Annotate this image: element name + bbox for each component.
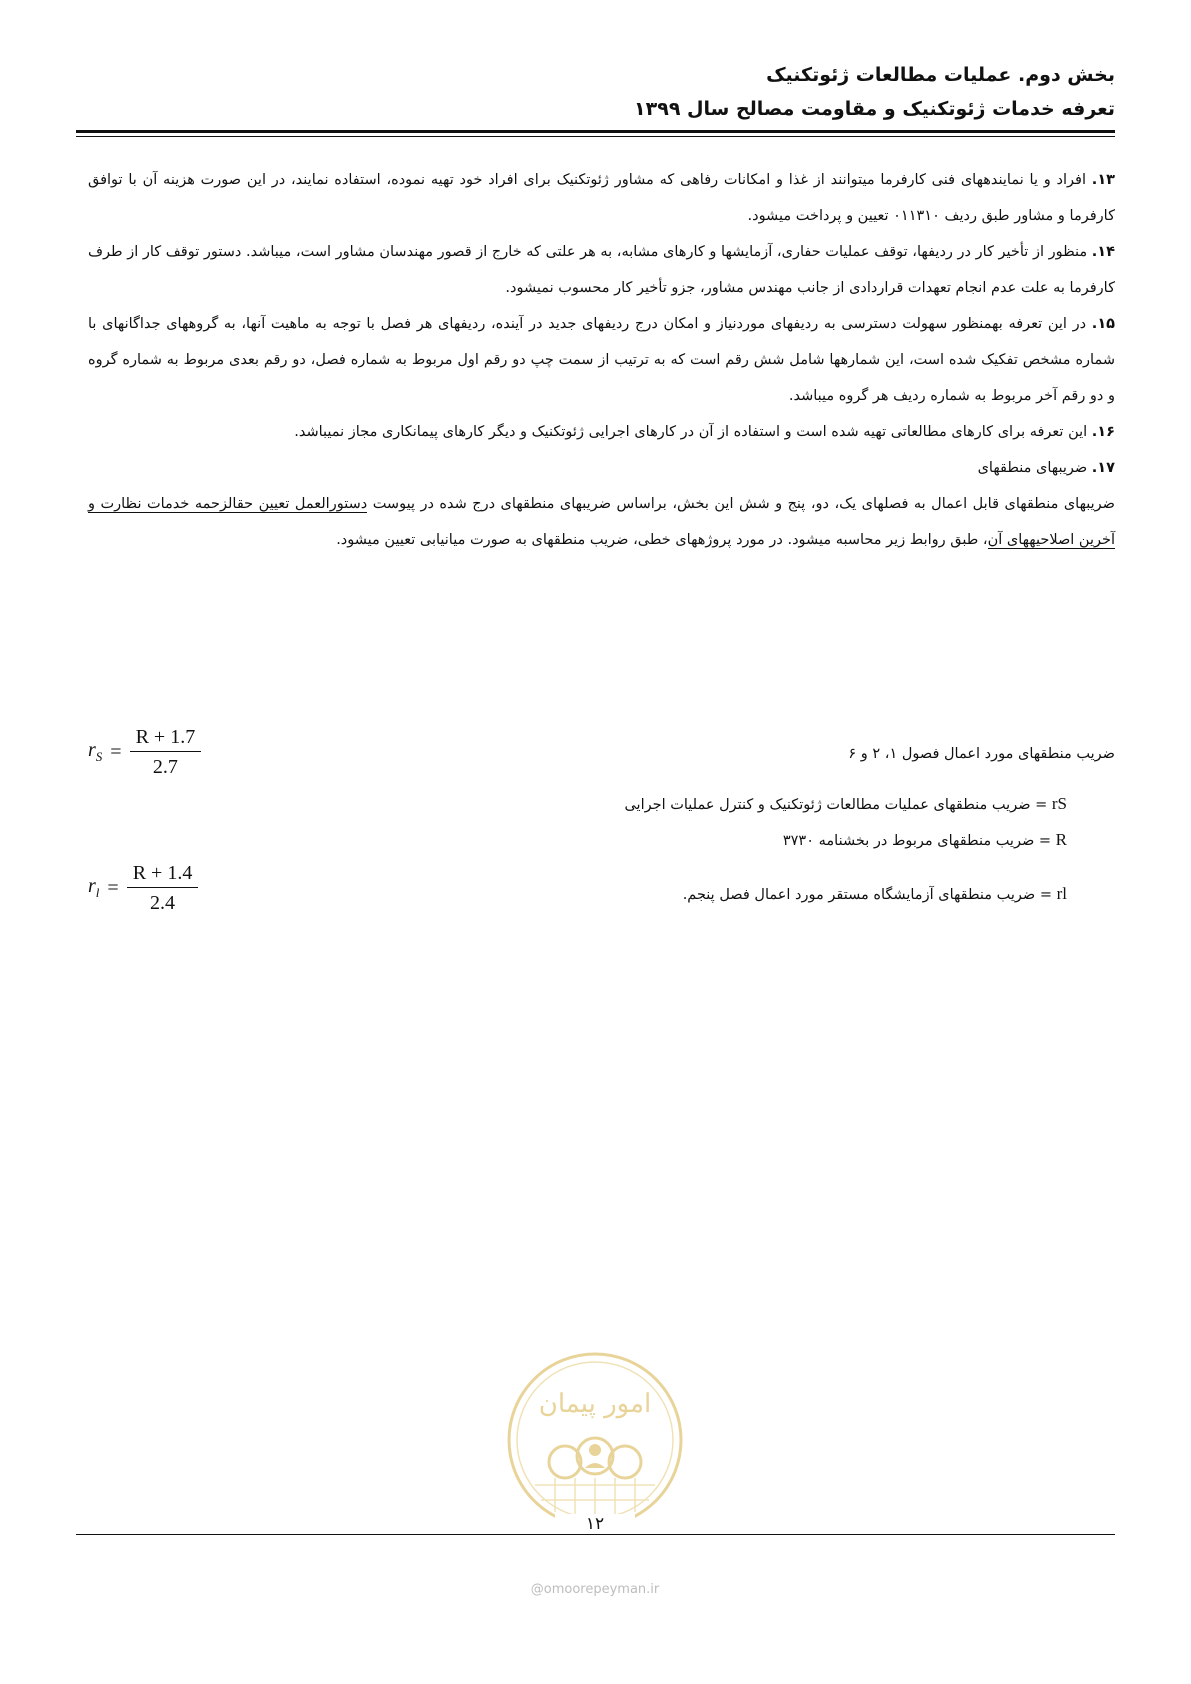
definition-symbol: rl	[1056, 884, 1067, 903]
paragraph-text: در این تعرفه بهمنظور سهولت دسترسی به ردیفهای موردنیاز و امکان درج ردیفهای جدید در آینده، ردیفهای هر فصل با توجه به ماهیت آنها، به گروههای جداگانهای با شماره مشخص تفکیک شده است، این شمارهها شامل شش رقم است که به ترتیب از سمت چپ دو رقم اول مربوط به شماره فصل، دو رقم بعدی مربوط به شماره گروه و دو رقم آخر مربوط به شماره ردیف هر گروه میباشد.	[88, 316, 1115, 404]
watermark-text: امور پیمان	[538, 1389, 652, 1419]
paragraph-17-heading	[88, 450, 1115, 486]
formula-row-rl	[88, 862, 1115, 922]
paragraph-14	[88, 234, 1115, 306]
regulation-reference-link[interactable]: دستورالعمل تعیین حقالزحمه خدمات نظارت و آخرین اصلاحیههای آن	[88, 496, 1115, 548]
paragraph-text: این تعرفه برای کارهای مطالعاتی تهیه شده است و استفاده از آن در کارهای اجرایی ژئوتکنیک و دیگر کارهای پیمانکاری مجاز نمیباشد.	[294, 424, 1088, 440]
formula-rs: $r_S$ = $\frac{R + 1.7}{2.7}$	[88, 726, 201, 779]
item-number: ۱۶.	[1091, 424, 1115, 440]
definition-symbol: rS	[1051, 794, 1067, 813]
item-number: ۱۴.	[1091, 244, 1115, 260]
page-number: ۱۲	[555, 1514, 635, 1534]
formula-rl: $r_l$ = $\frac{R + 1.4}{2.4}$	[88, 862, 198, 915]
definition-text: = ضریب منطقهای آزمایشگاه مستقر مورد اعمال فصل پنجم.	[682, 887, 1052, 903]
definition-r	[88, 830, 1067, 850]
formula-lhs: r	[88, 739, 96, 761]
paragraph-text: افراد و یا نمایندههای فنی کارفرما میتوانند از غذا و امکانات رفاهی که مشاور ژئوتکنیک برای افراد خود تهیه نموده، استفاده نمایند، در این صورت هزینه آن با توافق کارفرما و مشاور طبق ردیف ۰۱۱۳۱۰ تعیین و پرداخت میشود.	[88, 172, 1115, 224]
header-section-title: بخش دوم. عملیات مطالعات ژئوتکنیک	[766, 64, 1115, 86]
item-number: ۱۷.	[1091, 460, 1115, 476]
watermark-logo	[505, 1350, 685, 1530]
document-body	[88, 162, 1115, 558]
paragraph-heading: ضریبهای منطقهای	[977, 460, 1088, 476]
page-header	[76, 58, 1115, 126]
definition-rs	[88, 794, 1067, 814]
formula-row-rs	[88, 726, 1115, 786]
formula-label: ضریب منطقهای مورد اعمال فصول ۱، ۲ و ۶	[848, 746, 1115, 762]
paragraph-15	[88, 306, 1115, 414]
formula-lhs: r	[88, 875, 96, 897]
formula-fraction	[127, 862, 199, 915]
paragraph-text: منظور از تأخیر کار در ردیفها، توقف عملیات حفاری، آزمایشها و کارهای مشابه، به هر علتی که خارج از قصور مهندسان مشاور است، میباشد. دستور توقف کار از طرف کارفرما به علت عدم انجام تعهدات قراردادی از جانب مهندس مشاور، جزو تأخیر کار محسوب نمیشود.	[88, 244, 1115, 296]
paragraph-17-body	[88, 486, 1115, 558]
paragraph-16	[88, 414, 1115, 450]
definition-rl	[683, 884, 1067, 904]
paragraph-13	[88, 162, 1115, 234]
header-rule-thin	[76, 136, 1115, 137]
item-number: ۱۳.	[1091, 172, 1116, 188]
paragraph-text: ضریبهای منطقهای قابل اعمال به فصلهای یک، دو، پنج و شش این بخش، براساس ضریبهای منطقهای درج شده در پیوست	[372, 496, 1115, 512]
website-watermark: @omoorepeyman.ir	[530, 1582, 660, 1597]
formula-numerator: R + 1.4	[127, 862, 199, 888]
header-rule-thick	[76, 130, 1115, 133]
definition-symbol: R	[1055, 830, 1067, 849]
formula-denominator: 2.7	[152, 756, 178, 778]
formula-numerator: R + 1.7	[130, 726, 202, 752]
formula-denominator: 2.4	[150, 892, 176, 914]
definition-text: = ضریب منطقهای مربوط در بخشنامه ۳۷۳۰	[782, 833, 1052, 849]
formula-subscript: S	[95, 749, 103, 764]
header-document-title: تعرفه خدمات ژئوتکنیک و مقاومت مصالح سال ۱۳۹۹	[634, 98, 1115, 120]
footer-rule	[76, 1534, 1115, 1535]
formula-subscript: l	[95, 885, 100, 900]
item-number: ۱۵.	[1091, 316, 1116, 332]
paragraph-text: ، طبق روابط زیر محاسبه میشود. در مورد پروژههای خطی، ضریب منطقهای به صورت میانیابی تعیین میشود.	[336, 532, 988, 548]
formula-fraction	[130, 726, 202, 779]
definition-text: = ضریب منطقهای عملیات مطالعات ژئوتکنیک و کنترل عملیات اجرایی	[624, 797, 1048, 813]
